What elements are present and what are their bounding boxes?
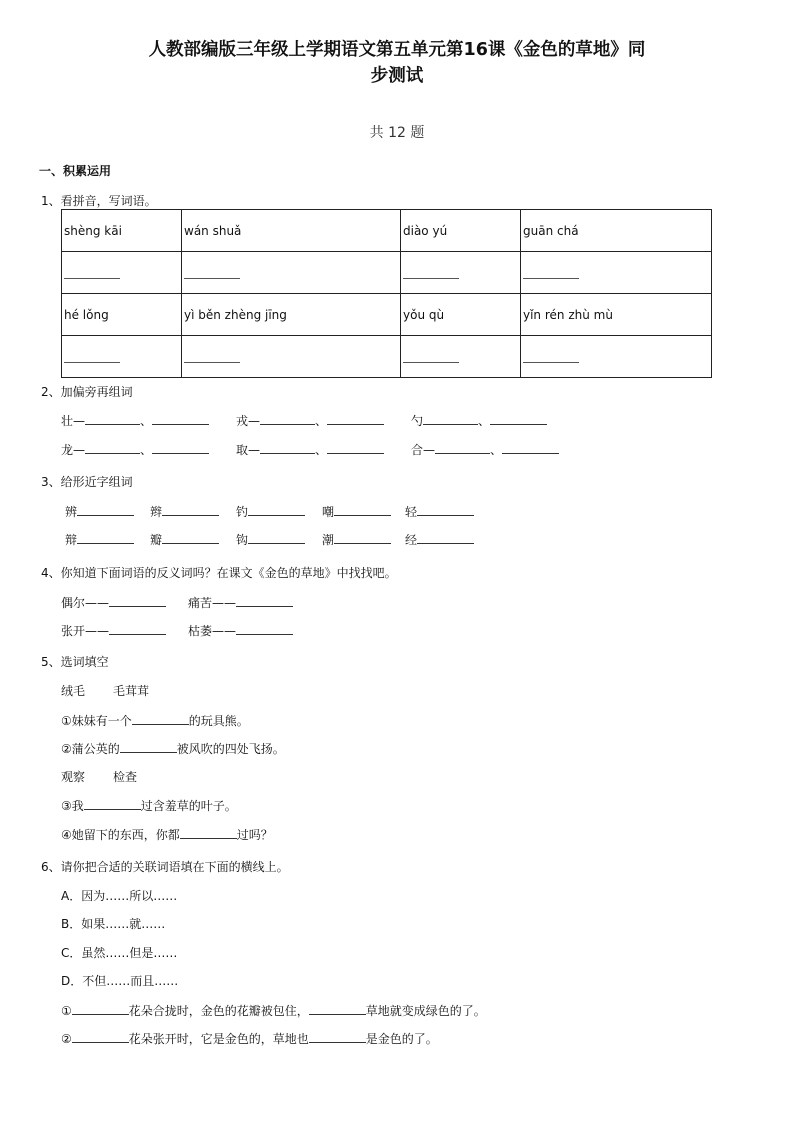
word: 张开—— <box>61 624 110 638</box>
answer-cell[interactable] <box>521 252 712 294</box>
answer-cell[interactable] <box>401 252 521 294</box>
question-1-label: 1、看拼音，写词语。 <box>41 194 157 208</box>
answer-blank[interactable] <box>152 414 209 425</box>
answer-blank[interactable] <box>423 414 478 425</box>
answer-blank[interactable] <box>162 505 219 516</box>
similar-char-item <box>65 505 134 518</box>
pinyin-cell: hé lǒng <box>62 294 182 336</box>
answer-blank[interactable] <box>162 533 219 544</box>
char: 瓣 <box>150 533 163 547</box>
pinyin-cell: yì běn zhèng jīng <box>182 294 401 336</box>
answer-blank[interactable] <box>309 1004 366 1015</box>
antonym-item <box>188 624 293 637</box>
radical-item <box>236 414 384 427</box>
answer-blank[interactable] <box>109 624 166 635</box>
radical-char: 取— <box>236 443 261 457</box>
radical-char: 戎— <box>236 414 261 428</box>
sentence-part: 被风吹的四处飞扬。 <box>176 742 285 756</box>
answer-blank[interactable] <box>72 1032 129 1043</box>
answer-blank[interactable] <box>64 278 120 279</box>
antonym-item <box>188 596 293 609</box>
char: 辩 <box>65 533 78 547</box>
separator: 、 <box>140 414 153 428</box>
radical-char: 合— <box>411 443 436 457</box>
answer-blank[interactable] <box>327 414 384 425</box>
radical-char: 勺 <box>411 414 424 428</box>
answer-blank[interactable] <box>84 799 141 810</box>
fill-sentence <box>61 1032 438 1045</box>
answer-blank[interactable] <box>260 414 315 425</box>
answer-cell[interactable] <box>182 252 401 294</box>
document-title-line1: 人教部编版三年级上学期语文第五单元第16课《金色的草地》同 <box>148 40 646 60</box>
word: 偶尔—— <box>61 596 110 610</box>
answer-blank[interactable] <box>236 624 293 635</box>
question-5-label: 5、选词填空 <box>41 655 109 669</box>
pinyin-cell: wán shuǎ <box>182 210 401 252</box>
answer-blank[interactable] <box>184 362 240 363</box>
answer-blank[interactable] <box>77 533 134 544</box>
answer-blank[interactable] <box>502 443 559 454</box>
antonym-item <box>61 596 166 609</box>
sentence-part: 过吗？ <box>236 828 273 842</box>
answer-blank[interactable] <box>248 533 305 544</box>
question-6-label: 6、请你把合适的关联词语填在下面的横线上。 <box>41 860 289 874</box>
word: 枯萎—— <box>188 624 237 638</box>
answer-blank[interactable] <box>72 1004 129 1015</box>
sentence-part: ①妹妹有一个 <box>61 714 132 728</box>
similar-char-item <box>150 533 219 546</box>
answer-blank[interactable] <box>403 278 459 279</box>
sentence-part: ②蒲公英的 <box>61 742 120 756</box>
sentence-part: 的玩具熊。 <box>188 714 249 728</box>
answer-blank[interactable] <box>403 362 459 363</box>
radical-char: 龙— <box>61 443 86 457</box>
pinyin-cell: yǐn rén zhù mù <box>521 294 712 336</box>
option-d: D．不但……而且…… <box>61 974 179 988</box>
word-choice: 毛茸茸 <box>113 684 150 698</box>
word: 痛苦—— <box>188 596 237 610</box>
answer-blank[interactable] <box>120 742 177 753</box>
fill-sentence <box>61 742 285 755</box>
separator: 、 <box>140 443 153 457</box>
answer-cell[interactable] <box>62 252 182 294</box>
word-choice: 观察 <box>61 770 86 784</box>
separator: 、 <box>490 443 503 457</box>
similar-char-item <box>65 533 134 546</box>
answer-blank[interactable] <box>334 505 391 516</box>
answer-blank[interactable] <box>523 278 579 279</box>
radical-item <box>61 414 209 427</box>
sentence-part: 是金色的了。 <box>365 1032 438 1046</box>
sentence-part: ④她留下的东西，你都 <box>61 828 180 842</box>
char: 嘲 <box>322 505 335 519</box>
answer-blank[interactable] <box>85 414 140 425</box>
similar-char-item <box>405 505 474 518</box>
word-choice: 检查 <box>113 770 138 784</box>
sentence-part: 花朵张开时，它是金色的，草地也 <box>128 1032 309 1046</box>
question-count: 共 12 题 <box>369 125 425 141</box>
sentence-part: ③我 <box>61 799 84 813</box>
fill-sentence <box>61 828 273 841</box>
pinyin-cell: shèng kāi <box>62 210 182 252</box>
char: 钩 <box>236 533 249 547</box>
answer-blank[interactable] <box>85 443 140 454</box>
char: 辫 <box>150 505 163 519</box>
separator: 、 <box>315 414 328 428</box>
answer-blank[interactable] <box>435 443 490 454</box>
question-2-label: 2、加偏旁再组词 <box>41 385 133 399</box>
radical-item <box>411 414 547 427</box>
answer-cell[interactable] <box>182 336 401 378</box>
question-3-label: 3、给形近字组词 <box>41 475 133 489</box>
answer-blank[interactable] <box>77 505 134 516</box>
char: 辨 <box>65 505 78 519</box>
answer-blank[interactable] <box>236 596 293 607</box>
sentence-part: ② <box>61 1032 72 1046</box>
answer-blank[interactable] <box>309 1032 366 1043</box>
answer-blank[interactable] <box>327 443 384 454</box>
answer-blank[interactable] <box>334 533 391 544</box>
char: 经 <box>405 533 418 547</box>
fill-sentence <box>61 714 249 727</box>
answer-cell[interactable] <box>401 336 521 378</box>
similar-char-item <box>236 533 305 546</box>
answer-blank[interactable] <box>260 443 315 454</box>
answer-blank[interactable] <box>248 505 305 516</box>
fill-sentence <box>61 1004 486 1017</box>
answer-blank[interactable] <box>180 828 237 839</box>
radical-item <box>236 443 384 456</box>
answer-blank[interactable] <box>109 596 166 607</box>
answer-blank[interactable] <box>64 362 120 363</box>
answer-blank[interactable] <box>490 414 547 425</box>
similar-char-item <box>405 533 474 546</box>
sentence-part: 草地就变成绿色的了。 <box>365 1004 486 1018</box>
section-heading: 一、积累运用 <box>39 164 112 178</box>
similar-char-item <box>322 505 391 518</box>
answer-blank[interactable] <box>184 278 240 279</box>
table-row <box>62 210 712 252</box>
char: 轻 <box>405 505 418 519</box>
option-b: B．如果……就…… <box>61 917 166 931</box>
separator: 、 <box>478 414 491 428</box>
table-row <box>62 294 712 336</box>
char: 钓 <box>236 505 249 519</box>
radical-item <box>411 443 559 456</box>
answer-cell[interactable] <box>521 336 712 378</box>
sentence-part: 过含羞草的叶子。 <box>140 799 237 813</box>
fill-sentence <box>61 799 237 812</box>
similar-char-item <box>322 533 391 546</box>
char: 潮 <box>322 533 335 547</box>
answer-blank[interactable] <box>523 362 579 363</box>
similar-char-item <box>236 505 305 518</box>
sentence-part: ① <box>61 1004 72 1018</box>
option-c: C．虽然……但是…… <box>61 946 178 960</box>
option-a: A．因为……所以…… <box>61 889 178 903</box>
pinyin-table <box>61 209 712 378</box>
radical-char: 壮— <box>61 414 86 428</box>
answer-blank[interactable] <box>132 714 189 725</box>
word-choice: 绒毛 <box>61 684 86 698</box>
antonym-item <box>61 624 166 637</box>
similar-char-item <box>150 505 219 518</box>
pinyin-cell: yǒu qù <box>401 294 521 336</box>
radical-item <box>61 443 209 456</box>
document-title-line2: 步测试 <box>370 66 424 86</box>
question-4-label: 4、你知道下面词语的反义词吗？在课文《金色的草地》中找找吧。 <box>41 566 397 580</box>
table-row <box>62 336 712 378</box>
sentence-part: 花朵合拢时，金色的花瓣被包住， <box>128 1004 309 1018</box>
answer-cell[interactable] <box>62 336 182 378</box>
separator: 、 <box>315 443 328 457</box>
answer-blank[interactable] <box>152 443 209 454</box>
answer-blank[interactable] <box>417 505 474 516</box>
table-row <box>62 252 712 294</box>
pinyin-cell: guān chá <box>521 210 712 252</box>
pinyin-cell: diào yú <box>401 210 521 252</box>
answer-blank[interactable] <box>417 533 474 544</box>
